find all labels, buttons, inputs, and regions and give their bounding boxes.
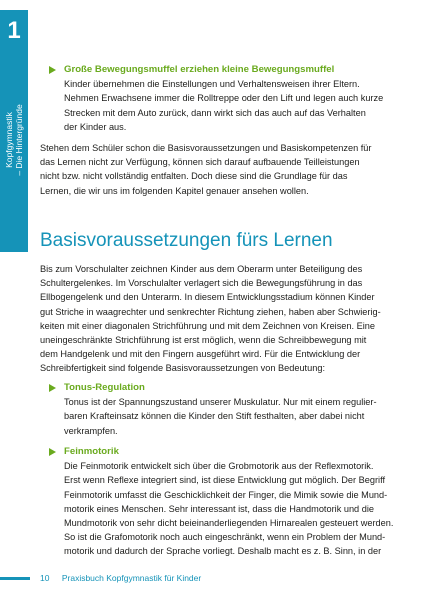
text-line: uneingeschränkte Strichführung ist erst möglich, wenn die Schreibbewegung mit — [40, 335, 367, 346]
text-line: Schultergelenkes. Im Vorschulalter verlagert sich die Bewegungsführung in das — [40, 278, 363, 289]
chapter-label — [4, 104, 24, 175]
section-heading: Basisvoraussetzungen fürs Lernen — [40, 230, 333, 251]
text-line: motorik eines Menschen. Sehr interessant ist, dass die Handmotorik und die — [64, 503, 374, 514]
text-line: nicht bzw. nicht vollständig entfalten. Doch diese sind die Grundlage für das — [40, 171, 348, 182]
footer-rule — [0, 577, 30, 580]
chapter-label-line2: – Die Hintergründe — [14, 104, 24, 176]
block-title: Tonus-Regulation — [40, 381, 395, 395]
block-title: Feinmotorik — [40, 445, 395, 459]
block-tonus — [40, 381, 395, 438]
block-body — [40, 77, 395, 134]
text-line: keiten mit einer diagonalen Strichführung und mit dem Zeichnen von Kreisen. Eine — [40, 320, 376, 331]
text-line: Ellbogengelenk und den Unterarm. In diesem Entwicklungsstadium können Kinder — [40, 292, 375, 303]
text-line: der Kinder aus. — [64, 121, 127, 132]
text-line: Schreibfertigkeit sind folgende Basisvoraussetzungen von Bedeutung: — [40, 363, 325, 374]
footer — [40, 572, 201, 584]
chapter-number: 1 — [7, 17, 21, 44]
text-line: das Lernen nicht zur Verfügung, können sich darauf aufbauende Teilleistungen — [40, 157, 360, 168]
block-title: Große Bewegungsmuffel erziehen kleine Bewegungsmuffel — [40, 63, 395, 77]
text-line: Nehmen Erwachsene immer die Rolltreppe oder den Lift und legen auch kurze — [64, 93, 384, 104]
text-line: Lernen, die wir uns im folgenden Kapitel genauer ansehen wollen. — [40, 185, 309, 196]
block-body — [40, 459, 395, 558]
text-line: Die Feinmotorik entwickelt sich über die Grobmotorik aus der Reflexmotorik. — [64, 461, 374, 472]
text-line: verkrampfen. — [64, 425, 118, 436]
text-line: Tonus ist der Spannungszustand unserer Muskulatur. Nur mit einem regulier- — [64, 397, 377, 408]
text-line: Strecken mit dem Auto zurück, dann wirkt sich das auch auf das Verhalten — [64, 107, 366, 118]
block-bewegungsmuffel — [40, 63, 395, 134]
chapter-label-line1: Kopfgymnastik — [4, 112, 14, 168]
block-body — [40, 395, 395, 438]
book-title: Praxisbuch Kopfgymnastik für Kinder — [61, 573, 202, 583]
paragraph-intro — [40, 141, 395, 198]
text-line: Mundmotorik von sehr dicht beieinanderliegenden Hirnarealen gesteuert werden. — [64, 518, 394, 529]
block-feinmotorik — [40, 445, 395, 559]
text-line: motorik und dadurch der Sprache vorliegt. Deshalb macht es z. B. Sinn, in der — [64, 546, 382, 557]
text-line: So ist die Grafomotorik noch auch eingeschränkt, wenn ein Problem der Mund- — [64, 532, 386, 543]
chapter-tab — [0, 10, 28, 252]
text-line: gut Striche in waagrechter und senkrechter Richtung ziehen, haben aber Schwierig- — [40, 306, 381, 317]
text-line: Kinder übernehmen die Einstellungen und Verhaltensweisen ihrer Eltern. — [64, 79, 360, 90]
text-line: dem Handgelenk und mit den Fingern ausgeführt wird. Für die Entwicklung der — [40, 349, 361, 360]
text-line: Erst wenn Reflexe integriert sind, ist diese Entwicklung gut möglich. Der Begriff — [64, 475, 386, 486]
text-line: Feinmotorik umfasst die Geschicklichkeit der Finger, die Mimik sowie die Mund- — [64, 489, 388, 500]
text-line: Bis zum Vorschulalter zeichnen Kinder aus dem Oberarm unter Beteiligung des — [40, 264, 363, 274]
text-line: Stehen dem Schüler schon die Basisvoraussetzungen und Basiskompetenzen für — [40, 143, 372, 153]
page-number: 10 — [40, 573, 50, 583]
text-line: baren Krafteinsatz können die Kinder den Stift festhalten, aber dabei nicht — [64, 411, 365, 422]
paragraph-main — [40, 262, 395, 376]
